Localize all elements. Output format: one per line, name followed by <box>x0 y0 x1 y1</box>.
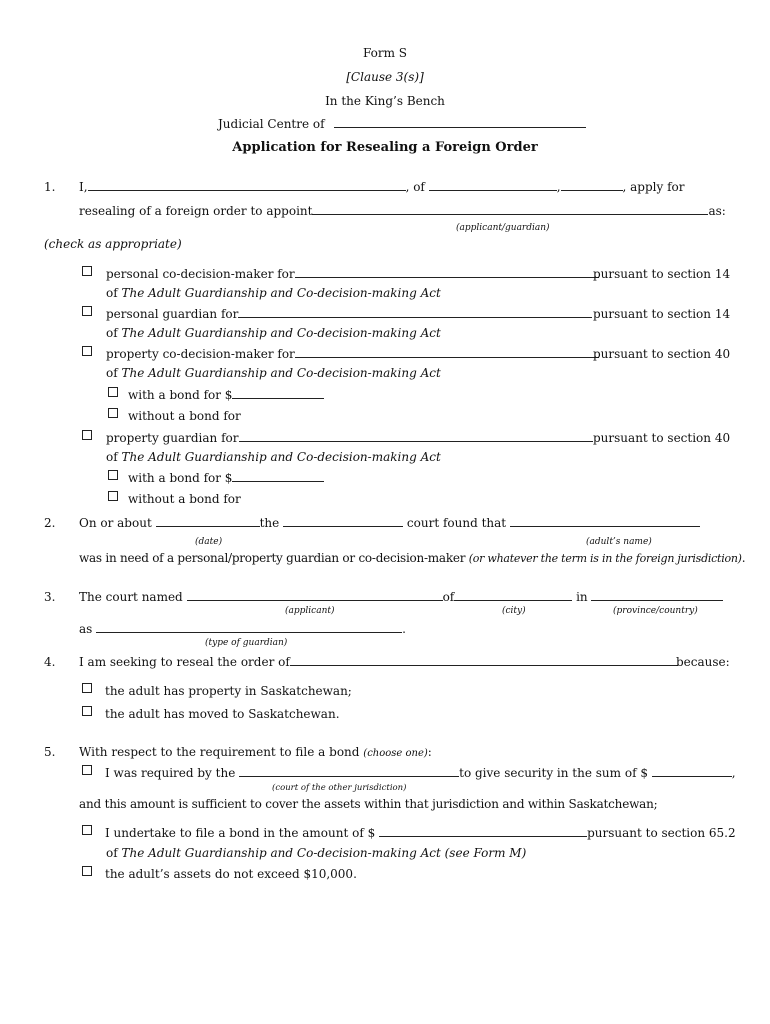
pursuant-14-b: pursuant to section 14 <box>593 307 731 321</box>
checkbox-adult-moved[interactable] <box>82 706 92 716</box>
bond-amount-field[interactable] <box>379 826 587 837</box>
act-name: The Adult Guardianship and Co-decision-making Act <box>121 450 441 464</box>
option-property-codecision <box>106 347 599 361</box>
section-2-line-1 <box>79 516 700 530</box>
check-as-appropriate: (check as appropriate) <box>44 237 182 251</box>
section-4-line-1 <box>79 655 678 669</box>
option-adult-moved: the adult has moved to Saskatchewan. <box>105 707 340 721</box>
text-the: the <box>259 516 280 530</box>
checkbox-assets-not-exceed[interactable] <box>82 866 92 876</box>
checkbox-without-bond-a[interactable] <box>108 408 118 418</box>
checkbox-property-guardian[interactable] <box>82 430 92 440</box>
option-assets-not-exceed: the adult’s assets do not exceed $10,000. <box>105 867 357 881</box>
option-undertake-bond <box>105 826 736 840</box>
caption-date: (date) <box>195 537 223 547</box>
caption-city: (city) <box>502 606 526 616</box>
pursuant-14-a: pursuant to section 14 <box>593 267 731 281</box>
option-property-guardian <box>106 431 593 445</box>
text-because: because: <box>676 655 730 669</box>
checkbox-personal-guardian[interactable] <box>82 306 92 316</box>
option-label: property guardian for <box>106 431 239 445</box>
city-field[interactable] <box>454 590 572 601</box>
text-of: of <box>442 590 455 604</box>
text-court-named: The court named <box>79 590 183 604</box>
without-bond-a: without a bond for <box>128 409 241 423</box>
named-applicant-field[interactable] <box>187 590 443 601</box>
text-of: of <box>106 366 118 380</box>
property-codecision-field[interactable] <box>295 347 599 358</box>
text-of: , of <box>405 180 425 194</box>
option-personal-codecision <box>106 267 599 281</box>
text-period: . <box>741 551 746 565</box>
text-colon: : <box>427 745 432 759</box>
act-line-4 <box>106 450 441 464</box>
act-line-5 <box>106 846 526 860</box>
text-security: to give security in the sum of $ <box>459 766 648 780</box>
caption-type-of-guardian: (type of guardian) <box>205 638 288 648</box>
guardian-name-field[interactable] <box>312 204 708 215</box>
section-2-number: 2. <box>44 516 56 530</box>
option-label: personal guardian for <box>106 307 239 321</box>
other-court-field[interactable] <box>239 766 459 777</box>
section-5-number: 5. <box>44 745 56 759</box>
text-see-form-m: (see Form M) <box>444 846 527 860</box>
text-court-found: court found that <box>406 516 507 530</box>
caption-adult-name: (adult’s name) <box>586 537 652 547</box>
option-label: personal co-decision-maker for <box>106 267 295 281</box>
act-name: The Adult Guardianship and Co-decision-making Act <box>121 366 441 380</box>
with-bond-label: with a bond for $ <box>128 388 233 402</box>
text-on-about: On or about <box>79 516 152 530</box>
adult-name-field[interactable] <box>510 516 700 527</box>
text-of: of <box>106 286 118 300</box>
text-seeking: I am seeking to reseal the order of <box>79 655 290 669</box>
section-1-line-1 <box>79 180 685 194</box>
act-line-3 <box>106 366 441 380</box>
applicant-province-field[interactable] <box>561 180 623 191</box>
section-3-line-2 <box>79 622 406 636</box>
judicial-centre-label: Judicial Centre of <box>218 117 325 131</box>
section-3-number: 3. <box>44 590 56 604</box>
checkbox-without-bond-b[interactable] <box>108 491 118 501</box>
act-line-1 <box>106 286 441 300</box>
text-undertake: I undertake to file a bond in the amount of $ <box>105 826 376 840</box>
section-1-line-2 <box>79 204 726 218</box>
option-label: property co-decision-maker for <box>106 347 295 361</box>
pursuant-40-a: pursuant to section 40 <box>593 347 731 361</box>
checkbox-undertake-bond[interactable] <box>82 825 92 835</box>
section-4-number: 4. <box>44 655 56 669</box>
property-guardian-field[interactable] <box>239 431 593 442</box>
checkbox-property-codecision[interactable] <box>82 346 92 356</box>
court-name: In the King’s Bench <box>325 94 445 108</box>
text-required: I was required by the <box>105 766 236 780</box>
act-name: The Adult Guardianship and Co-decision-making Act <box>121 326 441 340</box>
judicial-centre-field[interactable] <box>334 117 586 128</box>
with-bond-b <box>128 471 324 485</box>
text-of: of <box>106 326 118 340</box>
caption-province-country: (province/country) <box>613 606 698 616</box>
option-adult-property: the adult has property in Saskatchewan; <box>105 684 352 698</box>
text-pursuant-65: pursuant to section 65.2 <box>587 826 736 840</box>
form-number: Form S <box>362 46 408 60</box>
text-as: as <box>79 622 93 636</box>
security-sum-field[interactable] <box>652 766 732 777</box>
personal-codecision-field[interactable] <box>295 267 599 278</box>
checkbox-with-bond-a[interactable] <box>108 387 118 397</box>
applicant-name-field[interactable] <box>88 180 406 191</box>
section-1-number: 1. <box>44 180 56 194</box>
act-line-2 <box>106 326 441 340</box>
without-bond-b: without a bond for <box>128 492 241 506</box>
pursuant-40-b: pursuant to section 40 <box>593 431 731 445</box>
bond-amount-field-b[interactable] <box>232 471 324 482</box>
type-of-guardian-field[interactable] <box>96 622 402 633</box>
caption-applicant-guardian: (applicant/guardian) <box>456 223 550 233</box>
applicant-city-field[interactable] <box>429 180 557 191</box>
option-required-security <box>105 766 736 780</box>
text-apply: , apply for <box>622 180 685 194</box>
text-comma: , <box>731 766 736 780</box>
clause-reference: [Clause 3(s)] <box>346 70 424 84</box>
form-title: Application for Resealing a Foreign Order <box>232 140 538 155</box>
text-in: in <box>576 590 588 604</box>
text-resealing: resealing of a foreign order to appoint <box>79 204 313 218</box>
text-of: of <box>106 846 118 860</box>
text-sufficient: and this amount is sufficient to cover the assets within that jurisdiction and within Saskatchewan; <box>79 797 658 811</box>
with-bond-label: with a bond for $ <box>128 471 233 485</box>
personal-guardian-field[interactable] <box>238 307 592 318</box>
text-of: of <box>106 450 118 464</box>
text-period: . <box>402 622 406 636</box>
date-field[interactable] <box>156 516 260 527</box>
province-country-field[interactable] <box>591 590 723 601</box>
section-3-line-1 <box>79 590 723 604</box>
section-2-line-2 <box>79 551 745 565</box>
court-field[interactable] <box>283 516 403 527</box>
text-need-italic: (or whatever the term is in the foreign jurisdiction) <box>468 552 742 565</box>
bond-amount-field-a[interactable] <box>232 388 324 399</box>
text-choose-one: (choose one) <box>363 748 428 759</box>
caption-applicant: (applicant) <box>285 606 335 616</box>
with-bond-a <box>128 388 324 402</box>
text-need: was in need of a personal/property guardian or co-decision-maker <box>79 551 466 565</box>
checkbox-adult-property[interactable] <box>82 683 92 693</box>
judicial-centre-row <box>218 117 586 131</box>
checkbox-with-bond-b[interactable] <box>108 470 118 480</box>
option-personal-guardian <box>106 307 592 321</box>
text-respect: With respect to the requirement to file a bond <box>79 745 360 759</box>
caption-other-court: (court of the other jurisdiction) <box>272 783 407 793</box>
order-of-field[interactable] <box>290 655 678 666</box>
checkbox-required-security[interactable] <box>82 765 92 775</box>
section-5-intro <box>79 745 432 759</box>
text-i: I, <box>79 180 88 194</box>
checkbox-personal-codecision[interactable] <box>82 266 92 276</box>
act-name: The Adult Guardianship and Co-decision-making Act <box>121 846 441 860</box>
act-name: The Adult Guardianship and Co-decision-making Act <box>121 286 441 300</box>
text-as: as: <box>708 204 726 218</box>
text-comma: , <box>556 180 561 194</box>
